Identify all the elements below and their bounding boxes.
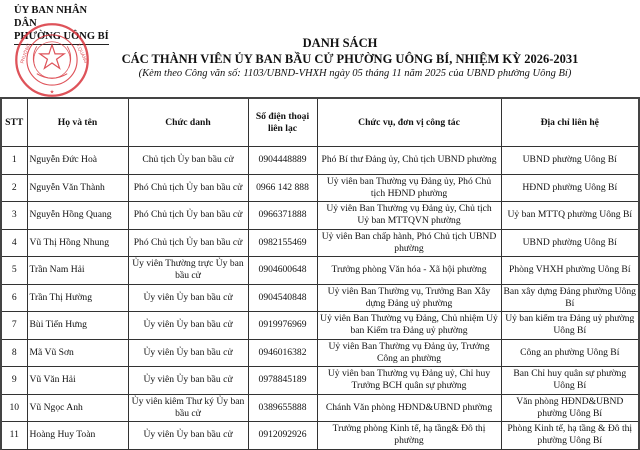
table-row — [1, 229, 639, 257]
cell-position: Uỷ viên Ban Thường vụ Đảng ủy, Chủ tịch Uỷ ban MTTQVN phường — [317, 202, 501, 230]
cell-phone: 0904600648 — [248, 257, 317, 285]
org-line-2: PHƯỜNG UÔNG BÍ — [14, 30, 109, 45]
cell-role: Ủy viên Ủy ban bầu cử — [128, 367, 248, 395]
cell-role: Chủ tịch Ủy ban bầu cử — [128, 147, 248, 175]
cell-address: UBND phường Uông Bí — [501, 229, 639, 257]
cell-name: Vũ Ngọc Anh — [27, 394, 128, 422]
cell-position: Chánh Văn phòng HĐND&UBND phường — [317, 394, 501, 422]
cell-position: Uỷ viên ban Thường vụ Đảng uỷ, Chỉ huy Trưởng BCH quân sự phường — [317, 367, 501, 395]
cell-stt: 2 — [1, 174, 27, 202]
cell-position: Phó Bí thư Đảng ủy, Chủ tịch UBND phường — [317, 147, 501, 175]
cell-stt: 10 — [1, 394, 27, 422]
cell-address: Uỷ ban MTTQ phường Uông Bí — [501, 202, 639, 230]
cell-name: Nguyễn Hồng Quang — [27, 202, 128, 230]
cell-phone: 0982155469 — [248, 229, 317, 257]
cell-role: Ủy viên Ủy ban bầu cử — [128, 339, 248, 367]
document-reference: (Kèm theo Công văn số: 1103/UBND-VHXH ngày 05 tháng 11 năm 2025 của UBND phường Uông Bí) — [138, 68, 572, 79]
cell-role: Ủy viên Ủy ban bầu cử — [128, 422, 248, 450]
cell-role: Phó Chủ tịch Ủy ban bầu cử — [128, 229, 248, 257]
column-header-name: Họ và tên — [27, 98, 128, 147]
cell-phone: 0966371888 — [248, 202, 317, 230]
cell-stt: 8 — [1, 339, 27, 367]
cell-address: Phòng VHXH phường Uông Bí — [501, 257, 639, 285]
column-header-role: Chức danh — [128, 98, 248, 147]
cell-phone: 0919976969 — [248, 312, 317, 340]
cell-position: Trưởng phòng Văn hóa - Xã hội phường — [317, 257, 501, 285]
cell-role: Ủy viên Ủy ban bầu cử — [128, 312, 248, 340]
table-row — [1, 367, 639, 395]
cell-position: Trưởng phòng Kinh tế, hạ tầng& Đô thị phường — [317, 422, 501, 450]
cell-phone: 0966 142 888 — [248, 174, 317, 202]
cell-phone: 0904540848 — [248, 284, 317, 312]
cell-stt: 6 — [1, 284, 27, 312]
cell-address: UBND phường Uông Bí — [501, 147, 639, 175]
cell-position: Uỷ viên Ban Thường vụ, Trưởng Ban Xây dựng Đảng uỷ phường — [317, 284, 501, 312]
cell-stt: 4 — [1, 229, 27, 257]
cell-stt: 3 — [1, 202, 27, 230]
cell-role: Ủy viên kiêm Thư ký Ủy ban bầu cử — [128, 394, 248, 422]
cell-address: Uỷ ban kiểm tra Đảng uỷ phường Uông Bí — [501, 312, 639, 340]
cell-stt: 5 — [1, 257, 27, 285]
table-row — [1, 312, 639, 340]
cell-name: Vũ Thị Hồng Nhung — [27, 229, 128, 257]
org-line-1: ỦY BAN NHÂN DÂN — [14, 5, 88, 29]
document-title: DANH SÁCH — [302, 36, 378, 50]
cell-phone: 0912092926 — [248, 422, 317, 450]
cell-position: Uỷ viên Ban Thường vụ Đảng ủy, Trưởng Công an phường — [317, 339, 501, 367]
cell-stt: 9 — [1, 367, 27, 395]
cell-address: Ban xây dựng Đảng phường Uông Bí — [501, 284, 639, 312]
column-header-address: Địa chỉ liên hệ — [501, 98, 639, 147]
cell-name: Trần Thị Hường — [27, 284, 128, 312]
column-header-position: Chức vụ, đơn vị công tác — [317, 98, 501, 147]
cell-name: Vũ Văn Hải — [27, 367, 128, 395]
table-row — [1, 284, 639, 312]
cell-name: Hoàng Huy Toàn — [27, 422, 128, 450]
cell-position: Uỷ viên ban Thường vụ Đảng ủy, Phó Chủ tịch HĐND phường — [317, 174, 501, 202]
cell-phone: 0389655888 — [248, 394, 317, 422]
table-row — [1, 422, 639, 450]
cell-role: Ủy viên Thường trực Ủy ban bầu cử — [128, 257, 248, 285]
cell-phone: 0978845189 — [248, 367, 317, 395]
cell-name: Mã Vũ Sơn — [27, 339, 128, 367]
svg-text:PHƯỜNG: PHƯỜNG — [20, 42, 33, 65]
svg-text:T.QUẢNG: T.QUẢNG — [74, 43, 88, 65]
cell-stt: 11 — [1, 422, 27, 450]
cell-name: Nguyễn Đức Hoà — [27, 147, 128, 175]
cell-position: Uỷ viên Ban Thường vụ Đảng, Chủ nhiệm Uỷ ban Kiểm tra Đảng uỷ phường — [317, 312, 501, 340]
cell-name: Bùi Tiến Hưng — [27, 312, 128, 340]
svg-text:★: ★ — [49, 89, 55, 96]
cell-phone: 0904448889 — [248, 147, 317, 175]
table-header-row — [1, 98, 639, 147]
table-row — [1, 339, 639, 367]
cell-address: Công an phường Uông Bí — [501, 339, 639, 367]
document-title-block — [0, 36, 640, 81]
cell-position: Uỷ viên Ban chấp hành, Phó Chủ tịch UBND phường — [317, 229, 501, 257]
column-header-phone: Số điện thoại liên lạc — [248, 98, 317, 147]
table-row — [1, 202, 639, 230]
table-row — [1, 257, 639, 285]
cell-address: Phòng Kinh tế, hạ tầng & Đô thị phường Uông Bí — [501, 422, 639, 450]
cell-role: Phó Chủ tịch Ủy ban bầu cử — [128, 174, 248, 202]
cell-role: Phó Chủ tịch Ủy ban bầu cử — [128, 202, 248, 230]
column-header-stt: STT — [1, 98, 27, 147]
cell-phone: 0946016382 — [248, 339, 317, 367]
cell-role: Ủy viên Ủy ban bầu cử — [128, 284, 248, 312]
table-row — [1, 174, 639, 202]
table-row — [1, 147, 639, 175]
members-table — [0, 97, 640, 450]
cell-stt: 1 — [1, 147, 27, 175]
table-row — [1, 394, 639, 422]
cell-name: Nguyễn Văn Thành — [27, 174, 128, 202]
cell-address: Ban Chỉ huy quân sự phường Uông Bí — [501, 367, 639, 395]
cell-stt: 7 — [1, 312, 27, 340]
cell-address: HĐND phường Uông Bí — [501, 174, 639, 202]
cell-address: Văn phòng HĐND&UBND phường Uông Bí — [501, 394, 639, 422]
cell-name: Trần Nam Hải — [27, 257, 128, 285]
document-subtitle: CÁC THÀNH VIÊN ỦY BAN BẦU CỬ PHƯỜNG UÔNG BÍ, NHIỆM KỲ 2026-2031 — [121, 52, 579, 66]
